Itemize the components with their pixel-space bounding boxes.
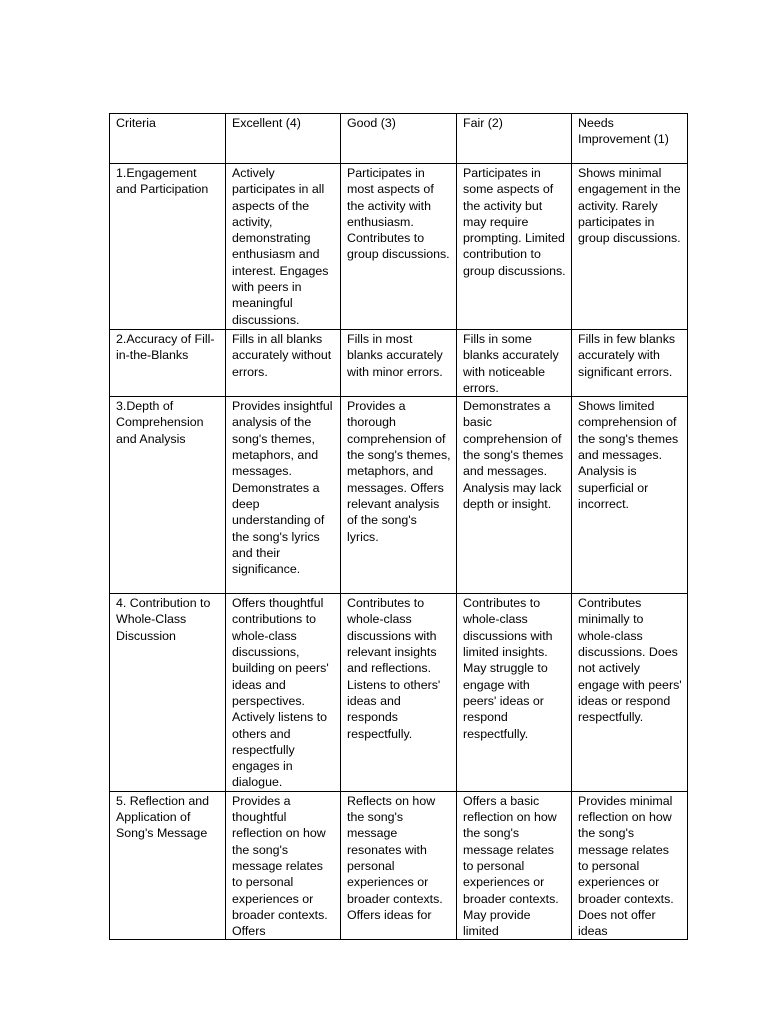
header-criteria: Criteria xyxy=(110,114,226,164)
excellent-cell: Fills in all blanks accurately without errors. xyxy=(226,330,341,397)
excellent-cell: Provides a thoughtful reflection on how the song's message relates to personal experiences or broader contexts. Offers xyxy=(226,791,341,940)
excellent-cell: Offers thoughtful contributions to whole-class discussions, building on peers' ideas and perspectives. Actively listens to others and respectfully engages in dialogue. xyxy=(226,594,341,792)
fair-cell: Participates in some aspects of the activity but may require prompting. Limited contribution to group discussions. xyxy=(457,164,572,330)
table-row xyxy=(110,594,688,792)
criteria-cell: 2.Accuracy of Fill-in-the-Blanks xyxy=(110,330,226,397)
fair-cell: Fills in some blanks accurately with noticeable errors. xyxy=(457,330,572,397)
header-good: Good (3) xyxy=(341,114,457,164)
header-excellent: Excellent (4) xyxy=(226,114,341,164)
table-row xyxy=(110,791,688,940)
excellent-cell: Provides insightful analysis of the song's themes, metaphors, and messages. Demonstrates a deep understanding of the song's lyrics and their significance. xyxy=(226,397,341,594)
good-cell: Provides a thorough comprehension of the song's themes, metaphors, and messages. Offers relevant analysis of the song's lyrics. xyxy=(341,397,457,594)
table-row xyxy=(110,397,688,594)
needs-improvement-cell: Contributes minimally to whole-class discussions. Does not actively engage with peers' ideas or respond respectfully. xyxy=(572,594,688,792)
needs-improvement-cell: Provides minimal reflection on how the song's message relates to personal experiences or broader contexts. Does not offer ideas xyxy=(572,791,688,940)
header-row xyxy=(110,114,688,164)
rubric-table xyxy=(109,113,688,940)
criteria-cell: 3.Depth of Comprehension and Analysis xyxy=(110,397,226,594)
table-row xyxy=(110,164,688,330)
good-cell: Fills in most blanks accurately with minor errors. xyxy=(341,330,457,397)
needs-improvement-cell: Fills in few blanks accurately with significant errors. xyxy=(572,330,688,397)
header-needs-improvement: Needs Improvement (1) xyxy=(572,114,688,164)
criteria-cell: 4. Contribution to Whole-Class Discussion xyxy=(110,594,226,792)
fair-cell: Demonstrates a basic comprehension of the song's themes and messages. Analysis may lack depth or insight. xyxy=(457,397,572,594)
fair-cell: Offers a basic reflection on how the song's message relates to personal experiences or broader contexts. May provide limited xyxy=(457,791,572,940)
good-cell: Reflects on how the song's message resonates with personal experiences or broader contexts. Offers ideas for xyxy=(341,791,457,940)
needs-improvement-cell: Shows minimal engagement in the activity. Rarely participates in group discussions. xyxy=(572,164,688,330)
fair-cell: Contributes to whole-class discussions with limited insights. May struggle to engage with peers' ideas or respond respectfully. xyxy=(457,594,572,792)
excellent-cell: Actively participates in all aspects of the activity, demonstrating enthusiasm and interest. Engages with peers in meaningful discussions. xyxy=(226,164,341,330)
criteria-cell: 1.Engagement and Participation xyxy=(110,164,226,330)
good-cell: Participates in most aspects of the activity with enthusiasm. Contributes to group discussions. xyxy=(341,164,457,330)
good-cell: Contributes to whole-class discussions with relevant insights and reflections. Listens to others' ideas and responds respectfully. xyxy=(341,594,457,792)
criteria-cell: 5. Reflection and Application of Song's Message xyxy=(110,791,226,940)
table-row xyxy=(110,330,688,397)
needs-improvement-cell: Shows limited comprehension of the song's themes and messages. Analysis is superficial or incorrect. xyxy=(572,397,688,594)
header-fair: Fair (2) xyxy=(457,114,572,164)
